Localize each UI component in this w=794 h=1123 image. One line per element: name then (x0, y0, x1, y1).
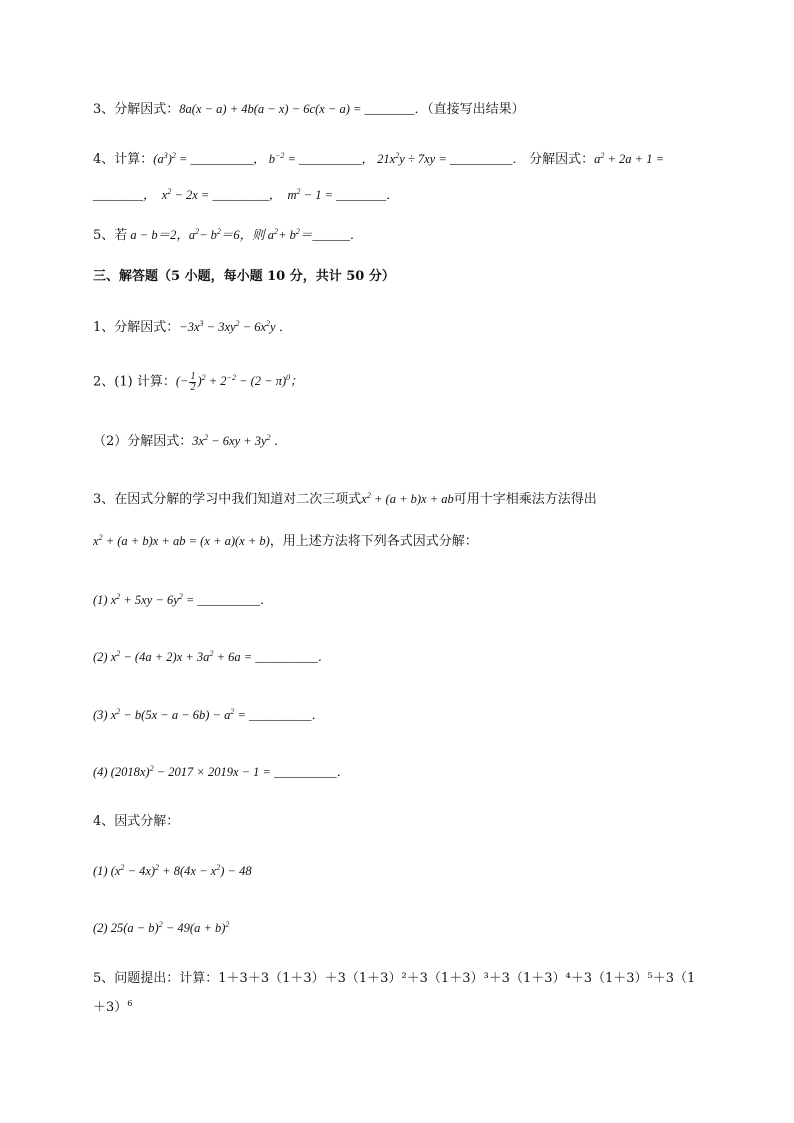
item-label: 分解因式： (529, 152, 595, 167)
problem-label: （2）分解因式： (93, 434, 193, 449)
fill-blank-5 (93, 226, 362, 245)
math-expression: $3x^2 - 6xy + 3y^2$ ． (192, 433, 287, 448)
problem-3-q2: (2) $x^2 - (4a + 2)x + 3a^2 + 6a$ = __________． (93, 649, 331, 664)
problem-4-q1: (1) $(x^2 - 4x)^2 + 8(4x - x^2) - 48$ (93, 863, 252, 878)
problem-2-part-1 (93, 372, 303, 393)
section-heading: 三、解答题（5 小题，每小题 10 分，共计 50 分） (93, 269, 395, 284)
problem-3-q3: (3) $x^2 - b(5x - a - 6b) - a^2$ = __________． (93, 707, 325, 722)
problem-text: 可用十字相乘法方法得出 (453, 492, 597, 507)
fill-blank-4-line2: ________， $x^2 - 2x$ = _________， $m^2 - 1$ = ________． (93, 187, 399, 202)
item-number: 3、分解因式： (93, 102, 180, 117)
math-expression: $(a^3)^2$ = __________， $b^{-2}$ = __________， $21x^2y \div 7xy$ = __________． (153, 151, 525, 166)
item-note: （直接写出结果） (427, 102, 525, 117)
math-expression: $a^2 + 2a + 1$ = (594, 151, 665, 166)
fill-blank-3 (93, 100, 525, 119)
fill-blank-4 (93, 150, 664, 169)
problem-text: ，用上述方法将下列各式因式分解： (269, 534, 478, 549)
math-expression: 8a(x − a) + 4b(a − x) − 6c(x − a) = ________． (179, 102, 428, 116)
math-expression: $x^2 + (a + b)x$ + ab = (x + a)(x + b) (93, 533, 270, 548)
math-expression: (− $\frac{1}{2}$ )$^2 + 2^{-2} - (2 - \pi)^0$； (175, 371, 303, 393)
problem-text: 3、在因式分解的学习中我们知道对二次三项式 (93, 492, 362, 507)
problem-label: 2、(1) 计算： (93, 374, 176, 390)
problem-4-q2: (2) $25(a - b)^2 - 49(a + b)^2$ (93, 920, 230, 935)
math-expression: $x^2 + (a + b)x$ + ab (361, 491, 454, 506)
problem-label: 1、分解因式： (93, 320, 180, 335)
problem-3-intro (93, 490, 597, 509)
fraction: $\frac{1}{2}$ (190, 371, 196, 393)
problem-3-intro-line2 (93, 532, 478, 551)
problem-5-line1: 5、问题提出：计算：1＋3＋3（1＋3）＋3（1＋3）²＋3（1＋3）³＋3（1＋3）⁴＋3（1＋3）⁵＋3（1 (93, 971, 696, 986)
problem-4-label: 4、因式分解： (93, 814, 180, 829)
problem-5-line2: ＋3）$^6$ (93, 999, 133, 1015)
problem-3-q1: (1) $x^2 + 5xy - 6y^2$ = __________． (93, 592, 273, 607)
problem-2-part-2 (93, 432, 286, 451)
problem-1 (93, 318, 291, 337)
item-number: 5、若 (93, 228, 128, 243)
math-expression: $-3x^3 - 3xy^2 - 6x^2y$ ． (179, 319, 292, 334)
item-number: 4、计算： (93, 152, 154, 167)
problem-3-q4: (4) $(2018x)^2 - 2017 \times 2019x - 1$ = __________． (93, 764, 350, 779)
math-expression: a − b＝2，$a^2- b^2=6$，则 $a^2+$ $b^2=\_\_\_\_\_\_$． (127, 227, 363, 242)
